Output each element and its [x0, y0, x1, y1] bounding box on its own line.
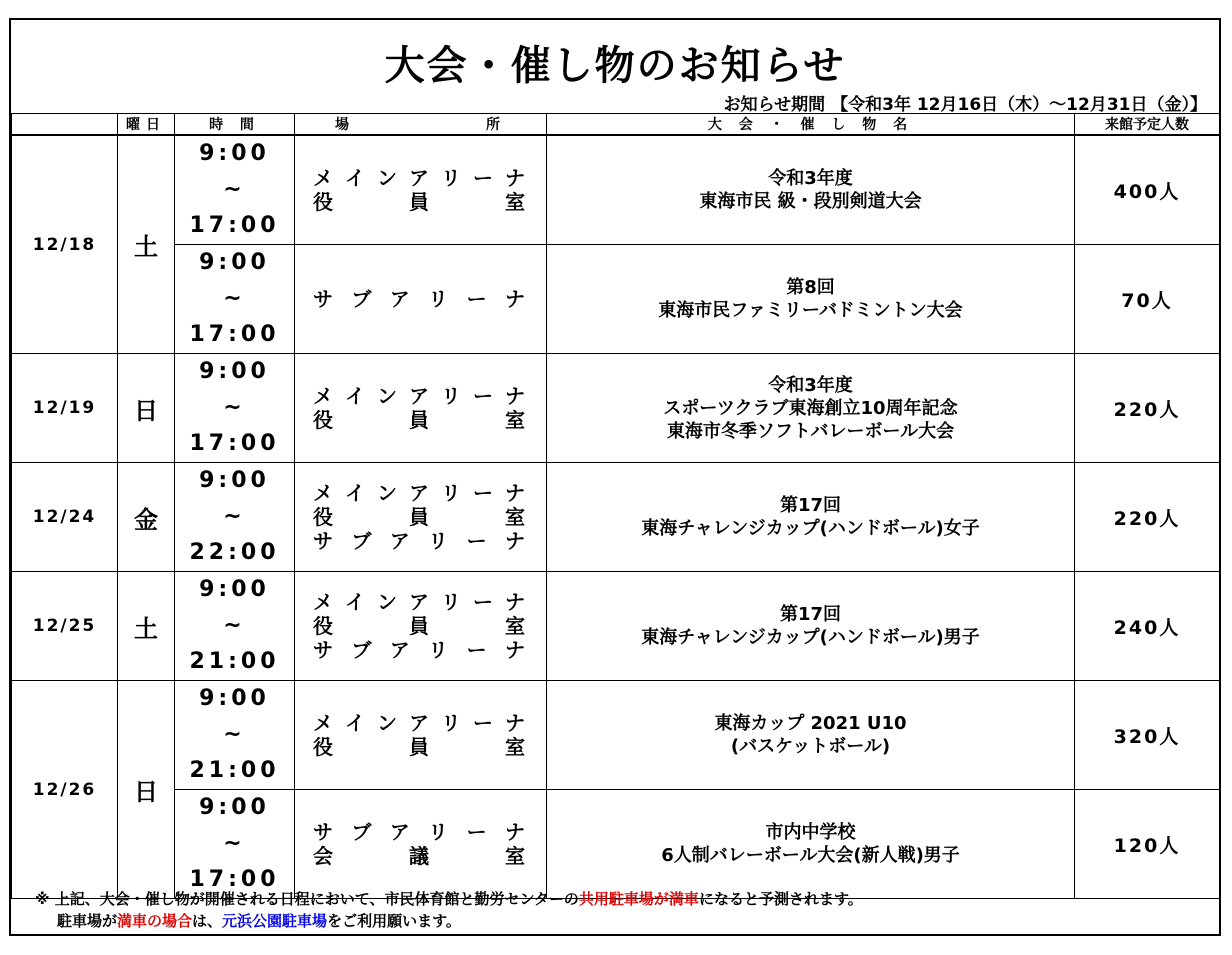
venue-char: リ	[428, 820, 449, 844]
time-sep: ~	[223, 286, 246, 311]
row-expected-visitors: 220人	[1075, 463, 1220, 572]
header-dow: 曜日	[118, 114, 175, 136]
venue-char: リ	[441, 481, 461, 505]
venue-char: 室	[505, 505, 525, 529]
note-text: になると予測されます。	[698, 890, 863, 908]
event-line: 東海カップ 2021 U10	[714, 713, 907, 734]
venue-line	[313, 287, 525, 311]
page-title: 大会・催し物のお知らせ	[384, 43, 846, 89]
time-end: 22:00	[189, 540, 280, 565]
table-row	[12, 354, 1220, 463]
venue-char: ア	[389, 529, 410, 553]
row-expected-visitors: 220人	[1075, 354, 1220, 463]
time-end: 17:00	[189, 213, 280, 238]
row-expected-visitors: 240人	[1075, 572, 1220, 681]
row-day-of-week: 日	[118, 354, 175, 463]
venue-char: 役	[313, 190, 333, 214]
event-line: 東海チャレンジカップ(ハンドボール)男子	[641, 627, 980, 648]
row-time	[175, 681, 295, 790]
header-count: 来館予定人数	[1075, 114, 1220, 136]
venue-line	[313, 481, 525, 505]
venue-line	[313, 614, 525, 638]
note-line-2	[35, 910, 863, 932]
time-start: 9:00	[199, 141, 270, 166]
time-end: 17:00	[189, 431, 280, 456]
row-expected-visitors: 400人	[1075, 135, 1220, 245]
venue-line	[313, 384, 525, 408]
venue-char: メ	[313, 590, 333, 614]
venue-line	[313, 590, 525, 614]
table-row	[12, 681, 1220, 790]
venue-char: ー	[466, 529, 487, 553]
venue-char: ー	[473, 384, 493, 408]
venue-char: ナ	[504, 820, 525, 844]
row-venue	[295, 681, 547, 790]
venue-char: ブ	[351, 529, 372, 553]
venue-char: 員	[409, 190, 429, 214]
venue-char: ー	[473, 481, 493, 505]
venue-char: リ	[441, 711, 461, 735]
venue-char: ー	[466, 287, 487, 311]
parking-note	[35, 888, 863, 932]
row-event	[547, 790, 1075, 899]
venue-char: ー	[473, 590, 493, 614]
header-date	[12, 114, 118, 136]
time-sep: ~	[223, 504, 246, 529]
time-sep: ~	[223, 722, 246, 747]
row-date: 12/24	[12, 463, 118, 572]
venue-char: ブ	[351, 820, 372, 844]
time-end: 17:00	[189, 322, 280, 347]
venue-line	[313, 711, 525, 735]
venue-char: ア	[409, 590, 429, 614]
header-time: 時 間	[175, 114, 295, 136]
venue-char: メ	[313, 166, 333, 190]
venue-char: ン	[377, 166, 397, 190]
venue-char: サ	[313, 638, 333, 662]
venue-char: 員	[409, 614, 429, 638]
venue-char: ン	[377, 711, 397, 735]
venue-char: ア	[409, 481, 429, 505]
time-sep: ~	[223, 613, 246, 638]
time-sep: ~	[223, 177, 246, 202]
venue-char: ー	[466, 638, 487, 662]
venue-char: 員	[409, 735, 429, 759]
venue-char: 員	[409, 408, 429, 432]
venue-line	[313, 844, 525, 868]
venue-char: イ	[345, 481, 365, 505]
event-line: 6人制バレーボール大会(新人戦)男子	[661, 845, 960, 866]
row-time	[175, 463, 295, 572]
venue-char: ー	[473, 166, 493, 190]
row-day-of-week: 土	[118, 135, 175, 354]
venue-char: 室	[505, 735, 525, 759]
time-sep: ~	[223, 395, 246, 420]
venue-char: メ	[313, 481, 333, 505]
venue-line	[313, 408, 525, 432]
row-day-of-week: 土	[118, 572, 175, 681]
row-date: 12/25	[12, 572, 118, 681]
venue-char: リ	[428, 638, 449, 662]
venue-char: イ	[345, 590, 365, 614]
venue-line	[313, 505, 525, 529]
venue-char: ア	[389, 820, 410, 844]
event-line: 令和3年度	[768, 374, 853, 396]
note-highlight-red: 共用駐車場が満車	[578, 890, 699, 908]
venue-line	[313, 820, 525, 844]
venue-char: 役	[313, 505, 333, 529]
note-highlight-blue: 元浜公園駐車場	[222, 912, 328, 930]
row-event	[547, 354, 1075, 463]
venue-char: イ	[345, 384, 365, 408]
venue-line	[313, 638, 525, 662]
venue-char: 室	[505, 408, 525, 432]
venue-char: ナ	[505, 166, 525, 190]
venue-char: 議	[409, 844, 429, 868]
venue-char: ナ	[504, 638, 525, 662]
venue-char: 室	[505, 190, 525, 214]
event-line: 第17回	[779, 495, 842, 516]
table-row	[12, 463, 1220, 572]
venue-line	[313, 190, 525, 214]
table-row	[12, 572, 1220, 681]
venue-char: 役	[313, 408, 333, 432]
venue-char: ア	[409, 711, 429, 735]
venue-char: ナ	[504, 529, 525, 553]
venue-char: リ	[428, 287, 449, 311]
row-event	[547, 135, 1075, 245]
row-expected-visitors: 70人	[1075, 245, 1220, 354]
venue-char: 員	[409, 505, 429, 529]
row-venue	[295, 572, 547, 681]
row-date: 12/19	[12, 354, 118, 463]
row-date: 12/18	[12, 135, 118, 354]
venue-char: リ	[428, 529, 449, 553]
venue-char: ナ	[505, 384, 525, 408]
venue-char: ナ	[504, 287, 525, 311]
venue-char: ン	[377, 481, 397, 505]
event-line: 東海チャレンジカップ(ハンドボール)女子	[641, 518, 980, 539]
time-start: 9:00	[199, 577, 270, 602]
table-row	[12, 245, 1220, 354]
schedule-table	[11, 113, 1220, 899]
note-text: 駐車場が	[57, 912, 118, 930]
time-start: 9:00	[199, 468, 270, 493]
note-highlight-red: 満車の場合	[117, 912, 193, 930]
venue-char: サ	[313, 529, 333, 553]
venue-line	[313, 735, 525, 759]
time-end: 21:00	[189, 649, 280, 674]
venue-char: 会	[313, 844, 333, 868]
row-day-of-week: 金	[118, 463, 175, 572]
row-venue	[295, 354, 547, 463]
venue-char: ブ	[351, 287, 372, 311]
time-sep: ~	[223, 831, 246, 856]
time-start: 9:00	[199, 250, 270, 275]
venue-char: 役	[313, 735, 333, 759]
venue-char: ン	[377, 590, 397, 614]
venue-char: ア	[389, 638, 410, 662]
venue-char: ア	[389, 287, 410, 311]
period-range: 【令和3年 12月16日（木）～12月31日（金）】	[831, 95, 1207, 115]
venue-char: ア	[409, 166, 429, 190]
event-line: 第17回	[779, 604, 842, 625]
header-venue-a: 場	[335, 117, 355, 133]
row-time	[175, 354, 295, 463]
event-line: 市内中学校	[765, 822, 856, 843]
venue-char: ー	[466, 820, 487, 844]
event-line: 第8回	[786, 277, 835, 298]
venue-char: リ	[441, 384, 461, 408]
venue-char: 役	[313, 614, 333, 638]
note-text: は、	[192, 912, 223, 930]
header-venue	[295, 114, 547, 136]
event-line: (バスケットボール)	[730, 736, 891, 757]
row-event	[547, 245, 1075, 354]
row-venue	[295, 463, 547, 572]
event-line: 令和3年度	[768, 168, 853, 189]
venue-char: サ	[313, 287, 333, 311]
row-time	[175, 135, 295, 245]
venue-char: リ	[441, 590, 461, 614]
row-time	[175, 572, 295, 681]
time-start: 9:00	[199, 686, 270, 711]
time-end: 21:00	[189, 758, 280, 783]
row-day-of-week: 日	[118, 681, 175, 899]
notice-sheet	[9, 18, 1221, 936]
time-end: 17:00	[189, 867, 280, 892]
event-line: スポーツクラブ東海創立10周年記念	[663, 397, 958, 419]
venue-line	[313, 166, 525, 190]
notice-period	[718, 90, 1207, 115]
note-text: ※ 上記、大会・催し物が開催される日程において、市民体育館と勤労センターの	[35, 890, 579, 908]
row-venue	[295, 790, 547, 899]
venue-char: メ	[313, 711, 333, 735]
header-venue-b: 所	[486, 117, 506, 133]
venue-char: ナ	[505, 481, 525, 505]
event-line: 東海市冬季ソフトバレーボール大会	[666, 420, 955, 442]
venue-char: メ	[313, 384, 333, 408]
venue-char: イ	[345, 711, 365, 735]
event-line: 東海市民ファミリーバドミントン大会	[658, 300, 963, 321]
venue-char: ア	[409, 384, 429, 408]
period-label: お知らせ期間	[723, 95, 826, 115]
row-venue	[295, 135, 547, 245]
venue-char: ン	[377, 384, 397, 408]
note-line-1	[35, 888, 863, 910]
time-start: 9:00	[199, 359, 270, 384]
venue-char: ナ	[505, 711, 525, 735]
table-row	[12, 135, 1220, 245]
header-event: 大 会 ・ 催 し 物 名	[547, 114, 1075, 136]
row-event	[547, 681, 1075, 790]
venue-char: リ	[441, 166, 461, 190]
venue-char: 室	[505, 614, 525, 638]
row-event	[547, 463, 1075, 572]
row-time	[175, 245, 295, 354]
note-text: をご利用願います。	[327, 912, 461, 930]
venue-char: イ	[345, 166, 365, 190]
row-event	[547, 572, 1075, 681]
time-start: 9:00	[199, 795, 270, 820]
row-expected-visitors: 120人	[1075, 790, 1220, 899]
row-venue	[295, 245, 547, 354]
header-row	[12, 114, 1220, 136]
venue-line	[313, 529, 525, 553]
venue-char: ー	[473, 711, 493, 735]
row-expected-visitors: 320人	[1075, 681, 1220, 790]
venue-char: サ	[313, 820, 333, 844]
venue-char: ナ	[505, 590, 525, 614]
event-line: 東海市民 級・段別剣道大会	[699, 191, 922, 212]
venue-char: ブ	[351, 638, 372, 662]
table-row	[12, 790, 1220, 899]
venue-char: 室	[505, 844, 525, 868]
row-date: 12/26	[12, 681, 118, 899]
row-time	[175, 790, 295, 899]
